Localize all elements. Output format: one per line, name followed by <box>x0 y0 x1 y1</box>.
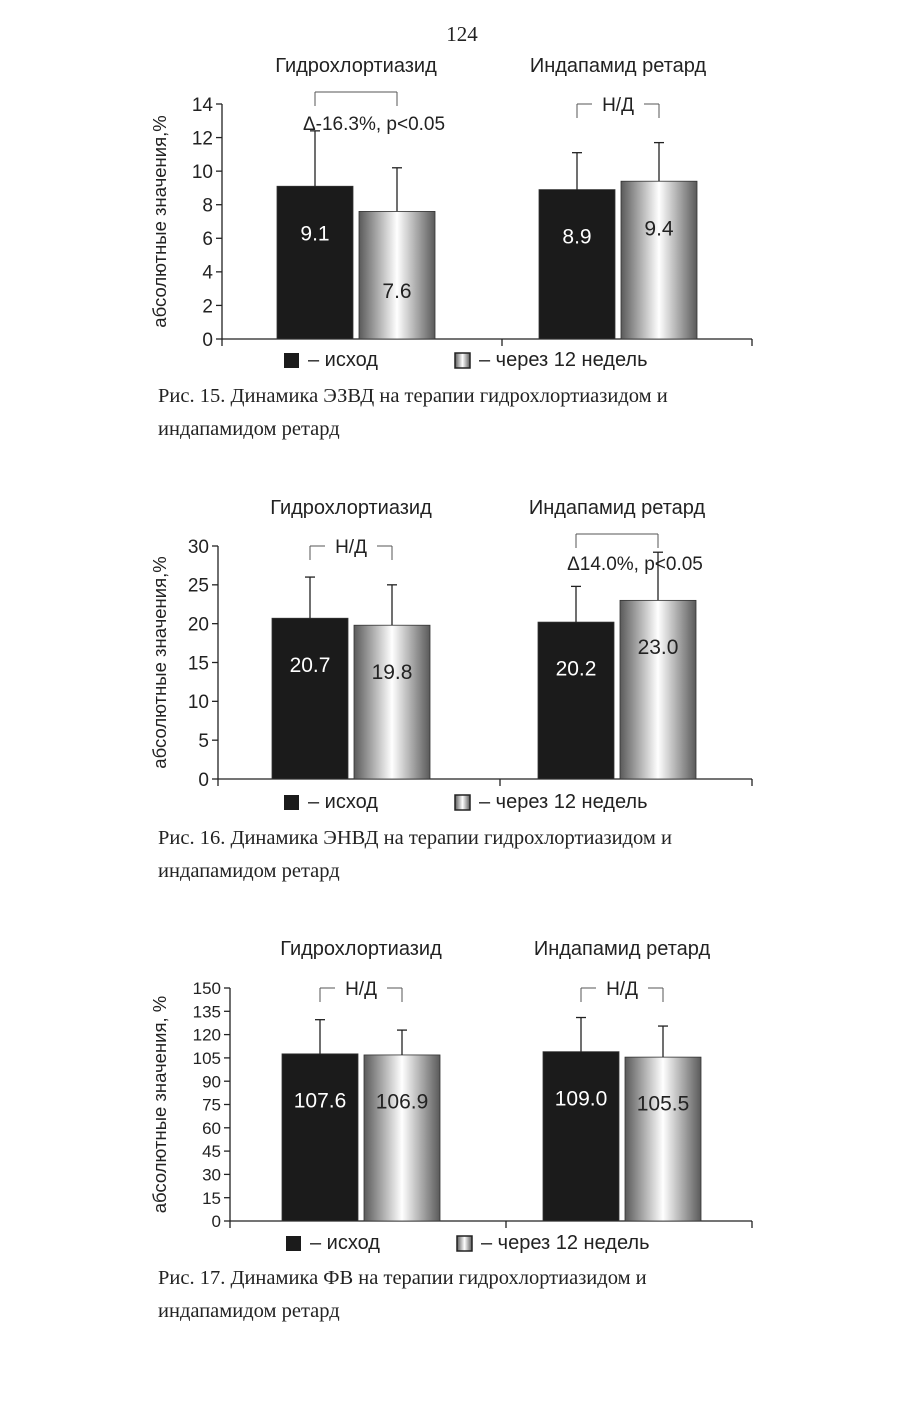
caption-fig17 <box>158 1262 798 1328</box>
bar-baseline <box>543 1052 619 1221</box>
y-axis-label: абсолютные значения,% <box>149 556 170 769</box>
y-tick-label: 5 <box>198 731 209 753</box>
y-axis-label: абсолютные значения,% <box>149 115 170 328</box>
y-tick-label: 75 <box>202 1095 221 1115</box>
comparison-label: Н/Д <box>345 979 377 1000</box>
y-tick-label: 150 <box>192 979 221 999</box>
y-tick-label: 12 <box>191 128 213 150</box>
bar-followup <box>364 1055 440 1221</box>
data-label: 9.1 <box>300 222 330 246</box>
y-tick-label: 45 <box>202 1142 221 1162</box>
data-label: 9.4 <box>644 217 674 241</box>
y-tick-label: 90 <box>202 1072 221 1092</box>
legend-label-baseline: – исход <box>310 1232 380 1254</box>
comparison-label: Н/Д <box>606 979 638 1000</box>
data-label: 20.7 <box>289 653 331 677</box>
data-label: 7.6 <box>382 279 412 303</box>
caption-line-2: индапамидом ретард <box>158 418 340 440</box>
data-label: 23.0 <box>637 635 679 659</box>
caption-line-1: Рис. 16. Динамика ЭНВД на терапии гидрохлортиазидом и <box>158 827 672 849</box>
legend-label-followup: – через 12 недель <box>479 349 648 371</box>
bar-followup <box>625 1057 701 1221</box>
y-tick-label: 10 <box>187 692 209 714</box>
y-tick-label: 30 <box>202 1165 221 1185</box>
group-title: Гидрохлортиазид <box>270 497 432 519</box>
group-title: Гидрохлортиазид <box>275 55 437 77</box>
y-tick-label: 10 <box>191 161 213 183</box>
y-tick-label: 135 <box>192 1002 221 1022</box>
y-tick-label: 60 <box>202 1118 221 1138</box>
group-title: Индапамид ретард <box>528 497 706 519</box>
y-tick-label: 15 <box>202 1188 221 1208</box>
group-title: Индапамид ретард <box>529 55 707 77</box>
caption-line-1: Рис. 17. Динамика ФВ на терапии гидрохлортиазидом и <box>158 1267 647 1289</box>
group-title: Индапамид ретард <box>533 938 711 960</box>
legend-label-followup: – через 12 недель <box>481 1232 650 1254</box>
y-tick-label: 6 <box>202 229 213 251</box>
comparison-label: Δ-16.3%, p<0.05 <box>302 114 446 135</box>
y-tick-label: 20 <box>187 614 209 636</box>
data-label: 19.8 <box>371 660 413 684</box>
bar-baseline <box>282 1054 358 1221</box>
data-label: 8.9 <box>562 225 592 249</box>
y-tick-label: 0 <box>198 769 209 791</box>
y-tick-label: 0 <box>202 329 213 351</box>
data-label: 109.0 <box>554 1087 608 1111</box>
page-number: 124 <box>446 22 478 46</box>
data-label: 107.6 <box>293 1089 347 1113</box>
comparison-label: Н/Д <box>602 95 634 116</box>
legend-swatch-followup <box>457 1236 472 1251</box>
y-tick-label: 8 <box>202 195 213 217</box>
caption-line-2: индапамидом ретард <box>158 1300 340 1322</box>
y-tick-label: 30 <box>187 536 209 558</box>
legend-label-baseline: – исход <box>308 791 378 813</box>
legend-swatch-baseline <box>286 1236 301 1251</box>
data-label: 105.5 <box>636 1092 690 1116</box>
y-tick-label: 120 <box>192 1025 221 1045</box>
data-label: 106.9 <box>375 1090 429 1114</box>
y-tick-label: 25 <box>187 575 209 597</box>
caption-line-1: Рис. 15. Динамика ЭЗВД на терапии гидрохлортиазидом и <box>158 385 668 407</box>
y-tick-label: 4 <box>202 262 213 284</box>
group-title: Гидрохлортиазид <box>280 938 442 960</box>
comparison-label: Δ14.0%, p<0.05 <box>567 554 703 575</box>
y-tick-label: 0 <box>211 1212 221 1232</box>
y-axis-label: абсолютные значения, % <box>149 995 170 1214</box>
y-tick-label: 2 <box>202 296 213 318</box>
y-tick-label: 105 <box>192 1049 221 1069</box>
data-label: 20.2 <box>555 657 597 681</box>
caption-line-2: индапамидом ретард <box>158 860 340 882</box>
legend-label-followup: – через 12 недель <box>479 791 648 813</box>
y-tick-label: 14 <box>191 94 213 116</box>
y-tick-label: 15 <box>187 653 209 675</box>
legend-label-baseline: – исход <box>308 349 378 371</box>
comparison-label: Н/Д <box>335 537 367 558</box>
